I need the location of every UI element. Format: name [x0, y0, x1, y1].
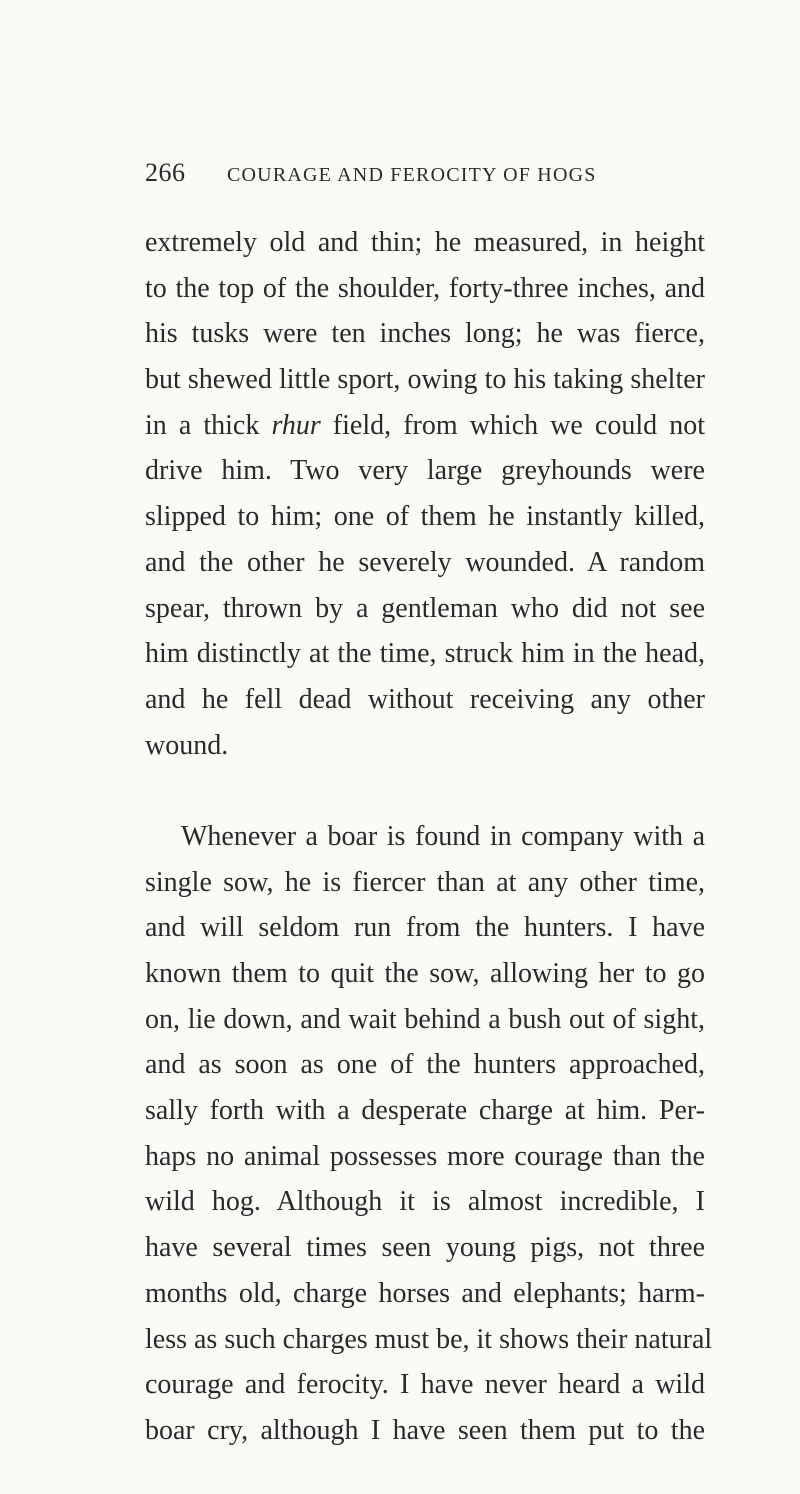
page-number: 266: [145, 158, 186, 187]
text-line: have several times seen young pigs, not three: [145, 1232, 705, 1264]
text-line: known them to quit the sow, allowing her to go: [145, 958, 705, 989]
text-line: and will seldom run from the hunters. I have: [145, 912, 705, 944]
text-line: wound.: [145, 729, 229, 761]
text-line: sally forth with a desperate charge at him. Per-: [145, 1095, 705, 1127]
text-segment: in a thick: [145, 409, 272, 441]
paragraph-gap: [145, 768, 705, 814]
text-line: courage and ferocity. I have never heard a wild: [145, 1369, 705, 1401]
text-line: months old, charge horses and elephants; harm-: [145, 1277, 705, 1309]
text-line: haps no animal possesses more courage than the: [145, 1140, 705, 1172]
running-title: COURAGE AND FEROCITY OF HOGS: [227, 164, 597, 186]
text-line: him distinctly at the time, struck him in the head,: [145, 638, 705, 670]
text-line: less as such charges must be, it shows their natural: [145, 1323, 713, 1355]
text-line: Whenever a boar is found in company with a: [181, 820, 705, 852]
text-line: [145, 403, 705, 449]
text-line: boar cry, although I have seen them put to the: [145, 1414, 705, 1446]
text-line: single sow, he is fiercer than at any other time,: [145, 866, 705, 898]
text-line: wild hog. Although it is almost incredible, I: [145, 1186, 705, 1218]
text-segment: field, from which we could not: [320, 409, 705, 441]
text-line: slipped to him; one of them he instantly killed,: [145, 501, 705, 533]
text-line: spear, thrown by a gentleman who did not see: [145, 592, 705, 624]
text-line: drive him. Two very large greyhounds were: [145, 455, 705, 487]
body-text: [145, 220, 713, 1454]
text-line: and as soon as one of the hunters approached,: [145, 1049, 705, 1081]
text-line: on, lie down, and wait behind a bush out of sight,: [145, 1003, 705, 1035]
paragraph-1: [145, 220, 705, 768]
text-line: and the other he severely wounded. A random: [145, 546, 705, 578]
text-line: his tusks were ten inches long; he was fierce,: [145, 318, 705, 350]
text-line: to the top of the shoulder, forty-three inches, and: [145, 272, 705, 304]
text-line: extremely old and thin; he measured, in height: [145, 227, 705, 258]
italic-word: rhur: [271, 409, 321, 441]
text-line: and he fell dead without receiving any other: [145, 683, 705, 715]
running-head: [145, 158, 705, 198]
paragraph-2: [145, 814, 713, 1454]
text-line: but shewed little sport, owing to his taking shelter: [145, 364, 705, 396]
